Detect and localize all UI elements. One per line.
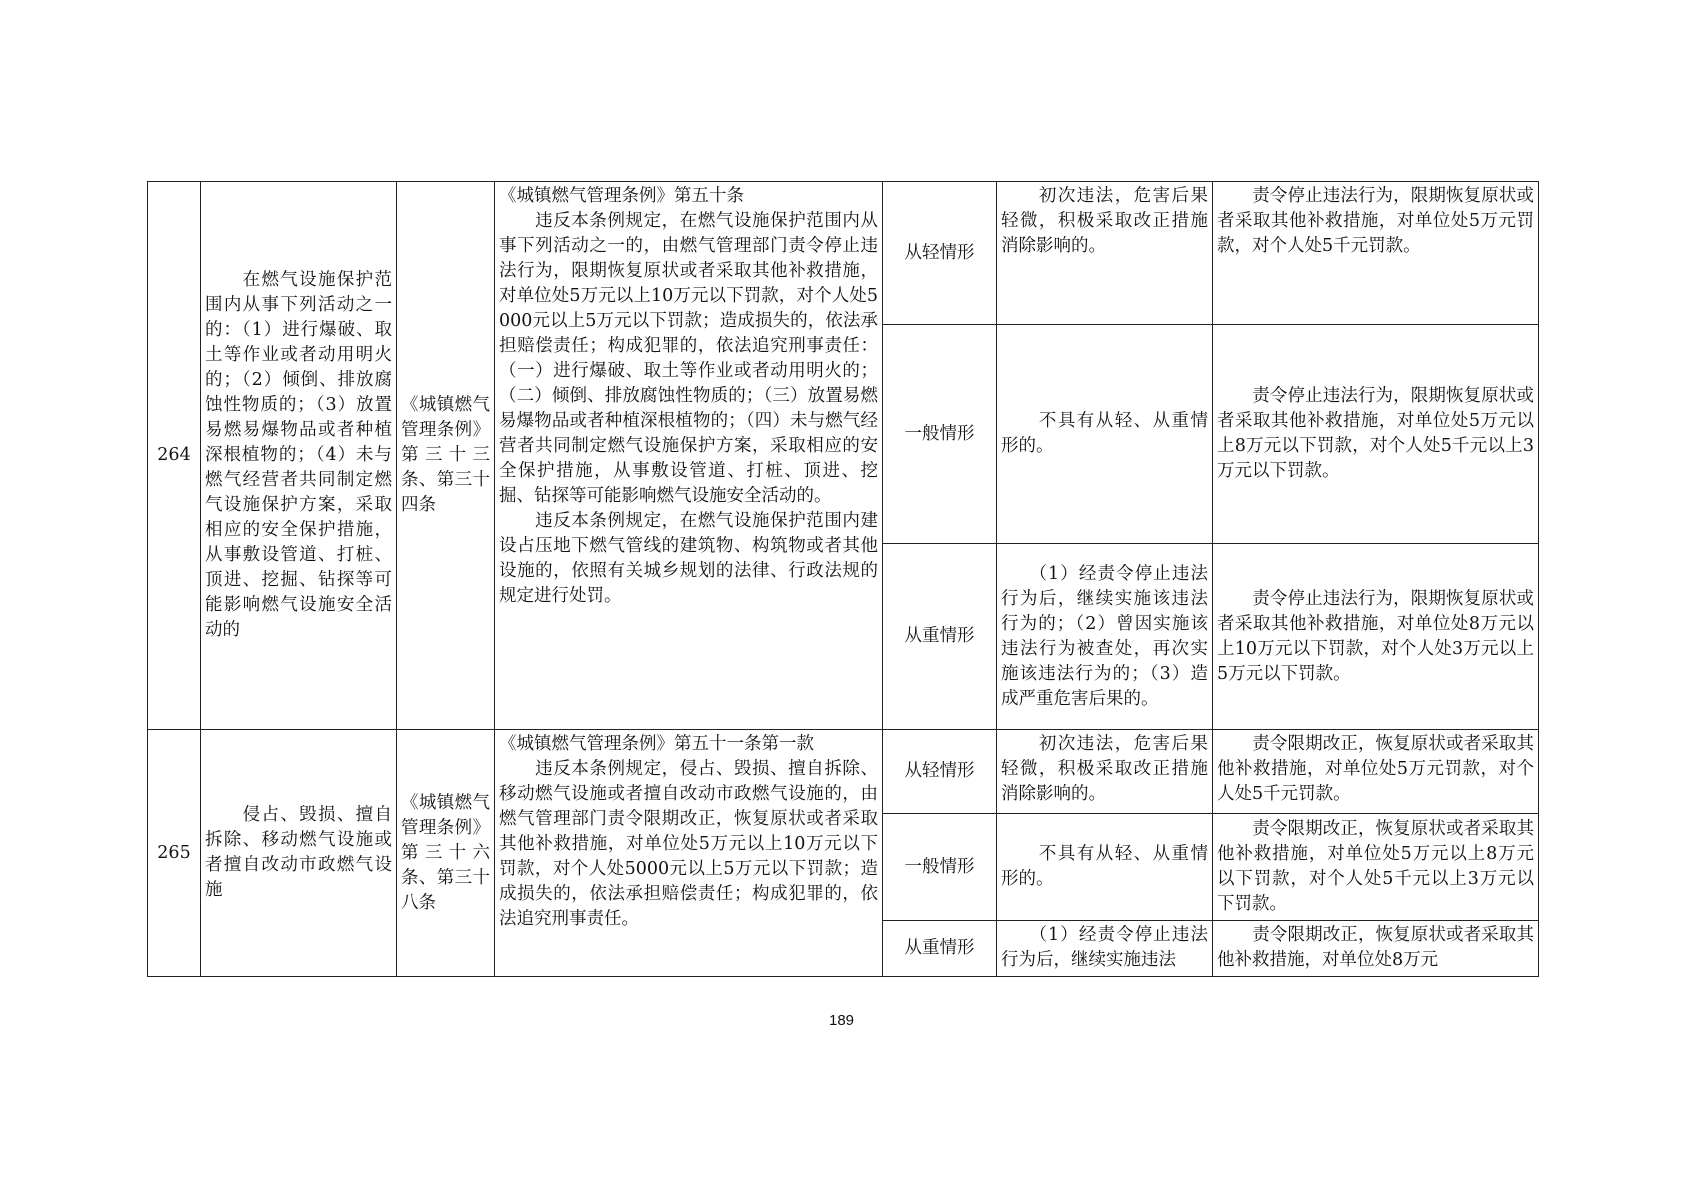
penalty-standard: 责令停止违法行为，限期恢复原状或者采取其他补救措施，对单位处5万元以上8万元以下罚款，对个人处5千元以上3万元以下罚款。 [1217,386,1534,481]
penalty-table [147,181,1539,977]
item-number: 264 [148,182,201,730]
discretion-basis: 初次违法，危害后果轻微，积极采取改正措施消除影响的。 [1001,186,1208,256]
discretion-level: 从重情形 [883,544,997,730]
violation-description: 在燃气设施保护范围内从事下列活动之一的：（1）进行爆破、取土等作业或者动用明火的；（2）倾倒、排放腐蚀性物质的；（3）放置易燃易爆物品或者种植深根植物的；（4）未与燃气经营者共同制定燃气设施保护方案，采取相应的安全保护措施，从事敷设管道、打桩、顶进、挖掘、钻探等可能影响燃气设施安全活动的 [205,270,392,640]
penalty-standard: 责令限期改正，恢复原状或者采取其他补救措施，对单位处5万元以上8万元以下罚款，对个人处5千元以上3万元以下罚款。 [1217,819,1534,914]
discretion-basis: （1）经责令停止违法行为后，继续实施违法 [1001,925,1208,970]
discretion-level: 从轻情形 [883,730,997,814]
legal-basis: 《城镇燃气管理条例》第三十六条、第三十八条 [401,792,490,913]
discretion-basis: 不具有从轻、从重情形的。 [1001,411,1208,456]
penalty-standard: 责令限期改正，恢复原状或者采取其他补救措施，对单位处5万元罚款，对个人处5千元罚款。 [1217,734,1534,804]
discretion-basis: （1）经责令停止违法行为后，继续实施该违法行为的；（2）曾因实施该违法行为被查处，再次实施该违法行为的；（3）造成严重危害后果的。 [1001,563,1208,709]
discretion-level: 从轻情形 [883,182,997,325]
discretion-level: 一般情形 [883,814,997,921]
table-row [148,182,1539,325]
table-row [148,730,1539,814]
discretion-basis: 初次违法，危害后果轻微，积极采取改正措施消除影响的。 [1001,734,1208,804]
penalty-standard: 责令限期改正，恢复原状或者采取其他补救措施，对单位处8万元 [1217,925,1534,970]
item-number: 265 [148,730,201,977]
violation-description: 侵占、毁损、擅自拆除、移动燃气设施或者擅自改动市政燃气设施 [205,805,392,900]
penalty-standard: 责令停止违法行为，限期恢复原状或者采取其他补救措施，对单位处5万元罚款，对个人处5千元罚款。 [1217,186,1534,256]
discretion-level: 从重情形 [883,921,997,977]
penalty-provision: 《城镇燃气管理条例》第五十条 违反本条例规定，在燃气设施保护范围内从事下列活动之一的，由燃气管理部门责令停止违法行为，限期恢复原状或者采取其他补救措施，对单位处5万元以上10万元以下罚款，对个人处5000元以上5万元以下罚款；造成损失的，依法承担赔偿责任；构成犯罪的，依法追究刑事责任：（一）进行爆破、取土等作业或者动用明火的；（二）倾倒、排放腐蚀性物质的；（三）放置易燃易爆物品或者种植深根植物的；（四）未与燃气经营者共同制定燃气设施保护方案，采取相应的安全保护措施，从事敷设管道、打桩、顶进、挖掘、钻探等可能影响燃气设施安全活动的。 违反本条例规定，在燃气设施保护范围内建设占压地下燃气管线的建筑物、构筑物或者其他设施的，依照有关城乡规划的法律、行政法规的规定进行处罚。 [499,186,878,606]
page-number: 189 [828,1012,855,1029]
legal-basis: 《城镇燃气管理条例》第三十三条、第三十四条 [401,395,490,515]
penalty-standard: 责令停止违法行为，限期恢复原状或者采取其他补救措施，对单位处8万元以上10万元以下罚款，对个人处3万元以上5万元以下罚款。 [1217,588,1534,684]
discretion-basis: 不具有从轻、从重情形的。 [1001,844,1208,889]
penalty-provision: 《城镇燃气管理条例》第五十一条第一款 违反本条例规定，侵占、毁损、擅自拆除、移动燃气设施或者擅自改动市政燃气设施的，由燃气管理部门责令限期改正，恢复原状或者采取其他补救措施，对单位处5万元以上10万元以下罚款，对个人处5000元以上5万元以下罚款；造成损失的，依法承担赔偿责任；构成犯罪的，依法追究刑事责任。 [499,734,878,929]
discretion-level: 一般情形 [883,325,997,544]
